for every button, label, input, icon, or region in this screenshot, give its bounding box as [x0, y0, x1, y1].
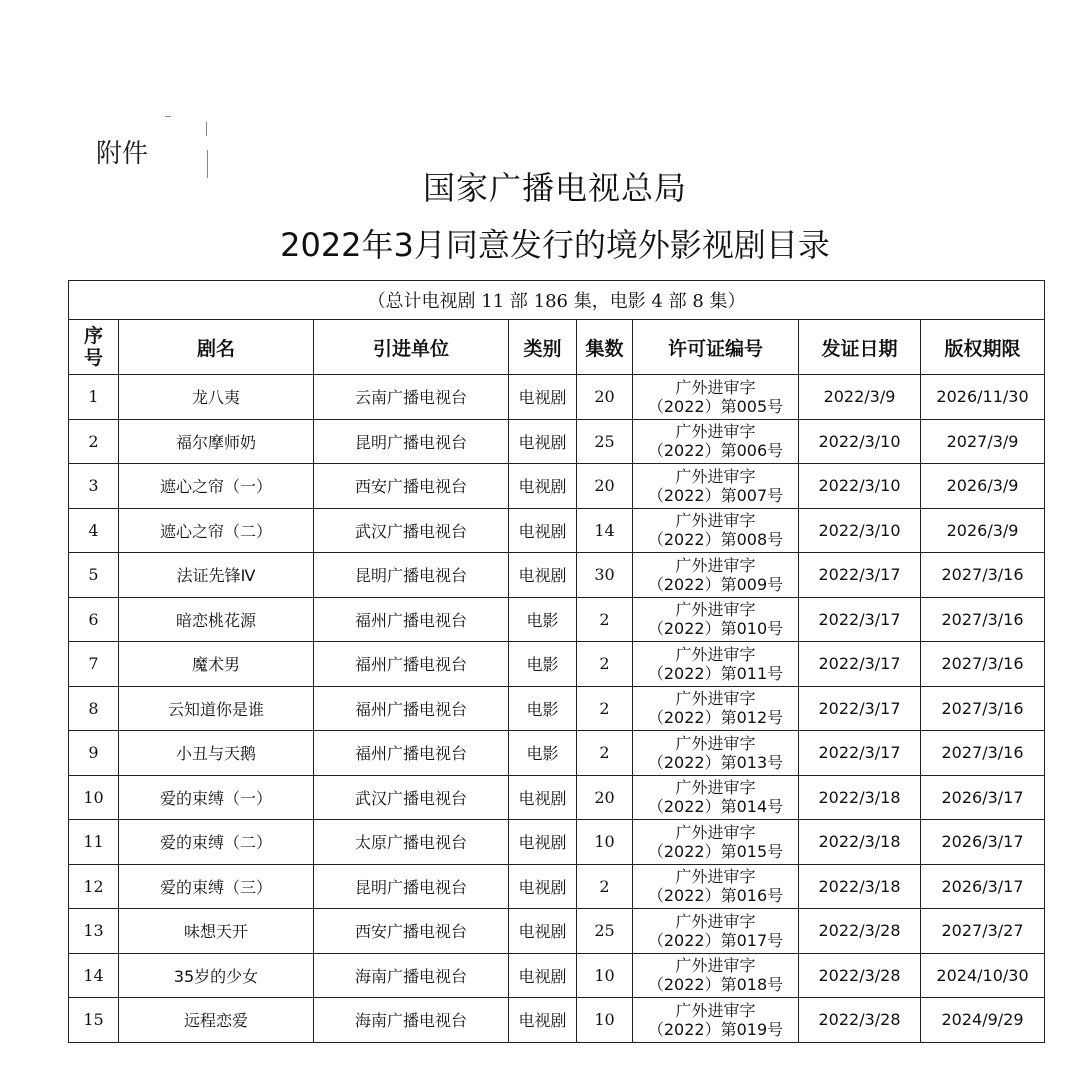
cell-license [633, 775, 799, 820]
table-row [69, 953, 1045, 998]
cell-license [633, 731, 799, 776]
license-line1: 广外进审字 [675, 600, 756, 620]
cell-issue-date: 2022/3/10 [799, 419, 921, 464]
header-episodes: 集数 [577, 320, 633, 375]
cell-seq: 8 [69, 686, 119, 731]
license-line1: 广外进审字 [675, 377, 756, 397]
cell-importer: 昆明广播电视台 [314, 553, 509, 598]
cell-importer: 福州广播电视台 [314, 731, 509, 776]
table-row [69, 775, 1045, 820]
cell-copyright: 2027/3/16 [921, 597, 1045, 642]
cell-category: 电影 [509, 731, 577, 776]
license-line1: 广外进审字 [675, 822, 756, 842]
cell-episodes: 20 [577, 375, 633, 420]
cell-copyright: 2026/3/17 [921, 864, 1045, 909]
cell-category: 电影 [509, 642, 577, 687]
cell-license [633, 864, 799, 909]
table-row [69, 508, 1045, 553]
cell-title: 云知道你是谁 [119, 686, 314, 731]
cell-title: 小丑与天鹅 [119, 731, 314, 776]
header-category: 类别 [509, 320, 577, 375]
cell-importer: 昆明广播电视台 [314, 419, 509, 464]
cell-episodes: 2 [577, 597, 633, 642]
cell-license [633, 686, 799, 731]
table-row [69, 597, 1045, 642]
cell-license [633, 375, 799, 420]
license-line1: 广外进审字 [675, 911, 756, 931]
cell-episodes: 20 [577, 775, 633, 820]
table-row [69, 909, 1045, 954]
cell-copyright: 2027/3/16 [921, 553, 1045, 598]
cell-copyright: 2026/3/17 [921, 820, 1045, 865]
cell-issue-date: 2022/3/28 [799, 953, 921, 998]
cell-episodes: 2 [577, 731, 633, 776]
cell-seq: 2 [69, 419, 119, 464]
cell-seq: 13 [69, 909, 119, 954]
cell-importer: 西安广播电视台 [314, 464, 509, 509]
license-line2: （2022）第011号 [647, 663, 784, 683]
cell-episodes: 20 [577, 464, 633, 509]
cell-importer: 福州广播电视台 [314, 686, 509, 731]
drama-list-table [68, 280, 1045, 1043]
license-line2: （2022）第015号 [647, 841, 784, 861]
document-subtitle: 2022年3月同意发行的境外影视剧目录 [280, 226, 830, 264]
license-line2: （2022）第013号 [647, 752, 784, 772]
cell-copyright: 2026/3/17 [921, 775, 1045, 820]
cell-seq: 3 [69, 464, 119, 509]
cell-license [633, 820, 799, 865]
cell-seq: 4 [69, 508, 119, 553]
header-importer: 引进单位 [314, 320, 509, 375]
license-line1: 广外进审字 [675, 644, 756, 664]
cell-title: 爱的束缚（一） [119, 775, 314, 820]
cell-issue-date: 2022/3/18 [799, 775, 921, 820]
cell-issue-date: 2022/3/17 [799, 597, 921, 642]
cell-copyright: 2027/3/27 [921, 909, 1045, 954]
cell-title: 暗恋桃花源 [119, 597, 314, 642]
cell-copyright: 2026/11/30 [921, 375, 1045, 420]
cell-category: 电视剧 [509, 508, 577, 553]
cell-issue-date: 2022/3/18 [799, 864, 921, 909]
header-seq-bottom: 号 [83, 347, 103, 369]
cell-seq: 7 [69, 642, 119, 687]
cell-episodes: 10 [577, 998, 633, 1043]
cell-category: 电视剧 [509, 909, 577, 954]
license-line2: （2022）第017号 [647, 930, 784, 950]
cell-importer: 西安广播电视台 [314, 909, 509, 954]
cell-seq: 15 [69, 998, 119, 1043]
cell-copyright: 2026/3/9 [921, 464, 1045, 509]
cell-copyright: 2027/3/9 [921, 419, 1045, 464]
cell-importer: 福州广播电视台 [314, 597, 509, 642]
cell-episodes: 30 [577, 553, 633, 598]
cell-title: 遮心之帘（二） [119, 508, 314, 553]
cell-title: 福尔摩师奶 [119, 419, 314, 464]
cell-title: 35岁的少女 [119, 953, 314, 998]
cell-importer: 海南广播电视台 [314, 953, 509, 998]
cell-seq: 1 [69, 375, 119, 420]
cell-episodes: 25 [577, 419, 633, 464]
cell-category: 电视剧 [509, 820, 577, 865]
scan-speck [206, 122, 207, 136]
summary-row [69, 281, 1045, 320]
cell-title: 魔术男 [119, 642, 314, 687]
cell-title: 爱的束缚（二） [119, 820, 314, 865]
cell-importer: 太原广播电视台 [314, 820, 509, 865]
cell-issue-date: 2022/3/9 [799, 375, 921, 420]
header-issue-date: 发证日期 [799, 320, 921, 375]
cell-license [633, 419, 799, 464]
cell-issue-date: 2022/3/28 [799, 909, 921, 954]
cell-copyright: 2027/3/16 [921, 642, 1045, 687]
cell-episodes: 25 [577, 909, 633, 954]
cell-importer: 昆明广播电视台 [314, 864, 509, 909]
cell-issue-date: 2022/3/17 [799, 686, 921, 731]
license-line1: 广外进审字 [675, 422, 756, 442]
cell-importer: 海南广播电视台 [314, 998, 509, 1043]
table-row [69, 553, 1045, 598]
table-row [69, 686, 1045, 731]
cell-seq: 5 [69, 553, 119, 598]
header-seq [69, 320, 119, 375]
table-row [69, 419, 1045, 464]
table-row [69, 820, 1045, 865]
cell-seq: 10 [69, 775, 119, 820]
cell-importer: 武汉广播电视台 [314, 508, 509, 553]
cell-license [633, 953, 799, 998]
summary-text: （总计电视剧 11 部 186 集，电影 4 部 8 集） [69, 281, 1045, 320]
cell-license [633, 998, 799, 1043]
license-line1: 广外进审字 [675, 689, 756, 709]
cell-title: 远程恋爱 [119, 998, 314, 1043]
license-line2: （2022）第010号 [647, 619, 784, 639]
header-copyright: 版权期限 [921, 320, 1045, 375]
cell-copyright: 2027/3/16 [921, 686, 1045, 731]
table-row [69, 375, 1045, 420]
cell-title: 遮心之帘（一） [119, 464, 314, 509]
license-line2: （2022）第018号 [647, 975, 784, 995]
cell-category: 电视剧 [509, 419, 577, 464]
cell-seq: 12 [69, 864, 119, 909]
cell-category: 电视剧 [509, 775, 577, 820]
table-row [69, 998, 1045, 1043]
cell-license [633, 464, 799, 509]
cell-license [633, 909, 799, 954]
license-line2: （2022）第012号 [647, 708, 784, 728]
license-line2: （2022）第008号 [647, 530, 784, 550]
header-row [69, 320, 1045, 375]
license-line1: 广外进审字 [675, 778, 756, 798]
attachment-label: 附件 [96, 139, 149, 169]
license-line2: （2022）第007号 [647, 485, 784, 505]
cell-episodes: 14 [577, 508, 633, 553]
cell-category: 电视剧 [509, 375, 577, 420]
license-line2: （2022）第016号 [647, 886, 784, 906]
cell-episodes: 10 [577, 820, 633, 865]
cell-title: 法证先锋Ⅳ [119, 553, 314, 598]
cell-category: 电视剧 [509, 953, 577, 998]
header-license: 许可证编号 [633, 320, 799, 375]
table-row [69, 864, 1045, 909]
cell-category: 电视剧 [509, 998, 577, 1043]
cell-title: 爱的束缚（三） [119, 864, 314, 909]
table-row [69, 731, 1045, 776]
cell-license [633, 553, 799, 598]
cell-issue-date: 2022/3/17 [799, 553, 921, 598]
cell-issue-date: 2022/3/17 [799, 731, 921, 776]
license-line2: （2022）第009号 [647, 574, 784, 594]
header-seq-top: 序 [83, 325, 103, 347]
license-line1: 广外进审字 [675, 1000, 756, 1020]
cell-copyright: 2026/3/9 [921, 508, 1045, 553]
cell-title: 龙八夷 [119, 375, 314, 420]
cell-issue-date: 2022/3/17 [799, 642, 921, 687]
document-title: 国家广播电视总局 [422, 169, 687, 207]
cell-importer: 云南广播电视台 [314, 375, 509, 420]
cell-seq: 11 [69, 820, 119, 865]
cell-episodes: 2 [577, 864, 633, 909]
header-title: 剧名 [119, 320, 314, 375]
cell-category: 电视剧 [509, 553, 577, 598]
license-line2: （2022）第019号 [647, 1019, 784, 1039]
scan-speck [165, 116, 171, 117]
cell-issue-date: 2022/3/18 [799, 820, 921, 865]
table-row [69, 464, 1045, 509]
license-line2: （2022）第005号 [647, 396, 784, 416]
license-line1: 广外进审字 [675, 956, 756, 976]
cell-category: 电影 [509, 686, 577, 731]
cell-copyright: 2024/9/29 [921, 998, 1045, 1043]
cell-license [633, 597, 799, 642]
cell-copyright: 2027/3/16 [921, 731, 1045, 776]
license-line2: （2022）第014号 [647, 797, 784, 817]
cell-copyright: 2024/10/30 [921, 953, 1045, 998]
table-row [69, 642, 1045, 687]
license-line1: 广外进审字 [675, 555, 756, 575]
cell-license [633, 508, 799, 553]
cell-importer: 福州广播电视台 [314, 642, 509, 687]
cell-importer: 武汉广播电视台 [314, 775, 509, 820]
cell-seq: 6 [69, 597, 119, 642]
cell-category: 电视剧 [509, 864, 577, 909]
cell-issue-date: 2022/3/10 [799, 464, 921, 509]
license-line1: 广外进审字 [675, 511, 756, 531]
license-line1: 广外进审字 [675, 867, 756, 887]
cell-category: 电影 [509, 597, 577, 642]
cell-episodes: 2 [577, 642, 633, 687]
cell-seq: 9 [69, 731, 119, 776]
cell-episodes: 2 [577, 686, 633, 731]
cell-episodes: 10 [577, 953, 633, 998]
cell-seq: 14 [69, 953, 119, 998]
license-line2: （2022）第006号 [647, 441, 784, 461]
cell-category: 电视剧 [509, 464, 577, 509]
cell-license [633, 642, 799, 687]
license-line1: 广外进审字 [675, 733, 756, 753]
cell-issue-date: 2022/3/10 [799, 508, 921, 553]
license-line1: 广外进审字 [675, 466, 756, 486]
cell-title: 味想天开 [119, 909, 314, 954]
cell-issue-date: 2022/3/28 [799, 998, 921, 1043]
